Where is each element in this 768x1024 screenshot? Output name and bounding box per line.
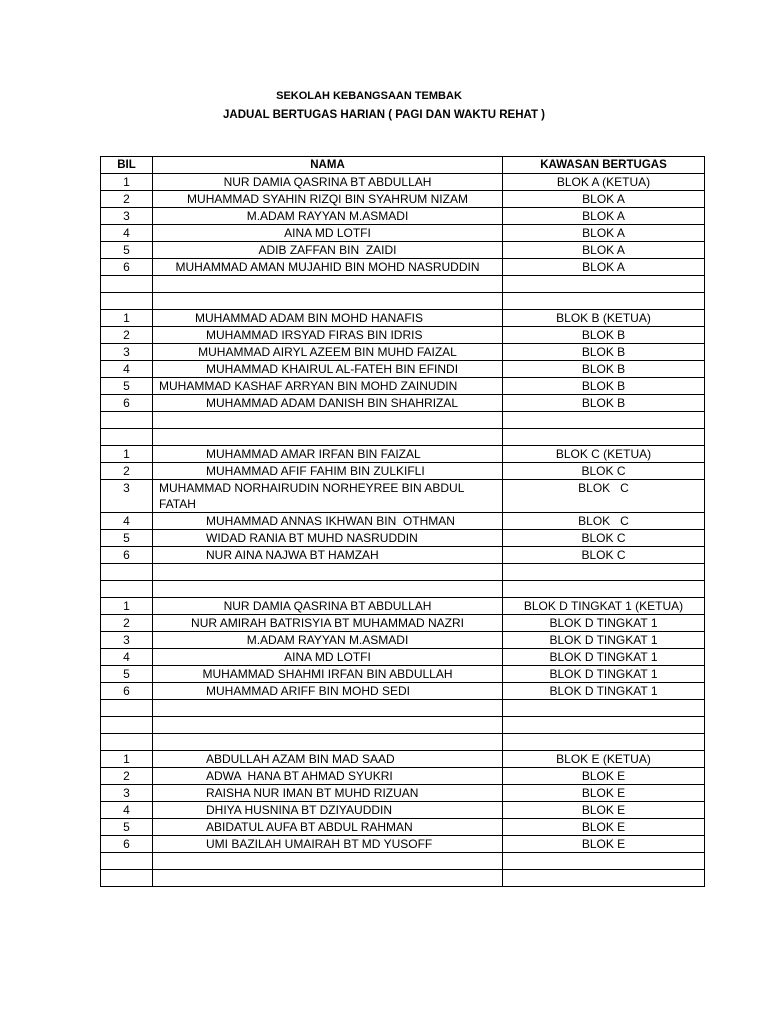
- empty-cell: [101, 429, 153, 446]
- table-row: [101, 547, 705, 564]
- bil-cell: 5: [101, 819, 153, 836]
- table-row: [101, 632, 705, 649]
- table-row: [101, 344, 705, 361]
- empty-cell: [153, 734, 503, 751]
- empty-cell: [503, 700, 705, 717]
- table-row: [101, 225, 705, 242]
- empty-cell: [503, 870, 705, 887]
- empty-cell: [153, 564, 503, 581]
- kawasan-cell: BLOK E (KETUA): [503, 751, 705, 768]
- bil-cell: 3: [101, 344, 153, 361]
- table-row: [101, 310, 705, 327]
- empty-row: [101, 853, 705, 870]
- kawasan-cell: BLOK D TINGKAT 1: [503, 666, 705, 683]
- nama-cell: MUHAMMAD SHAHMI IRFAN BIN ABDULLAH: [153, 666, 503, 683]
- nama-cell: NUR AMIRAH BATRISYIA BT MUHAMMAD NAZRI: [153, 615, 503, 632]
- kawasan-cell: BLOK B: [503, 395, 705, 412]
- kawasan-cell: BLOK B: [503, 327, 705, 344]
- table-row: [101, 666, 705, 683]
- nama-cell: ABIDATUL AUFA BT ABDUL RAHMAN: [153, 819, 503, 836]
- empty-cell: [153, 853, 503, 870]
- kawasan-cell: BLOK B: [503, 361, 705, 378]
- empty-cell: [153, 276, 503, 293]
- empty-cell: [101, 870, 153, 887]
- table-row: [101, 378, 705, 395]
- kawasan-cell: BLOK C: [503, 513, 705, 530]
- nama-cell: M.ADAM RAYYAN M.ASMADI: [153, 632, 503, 649]
- bil-cell: 1: [101, 174, 153, 191]
- empty-cell: [101, 581, 153, 598]
- empty-cell: [101, 853, 153, 870]
- nama-cell: MUHAMMAD KASHAF ARRYAN BIN MOHD ZAINUDIN: [153, 378, 503, 395]
- kawasan-cell: BLOK B: [503, 344, 705, 361]
- table-row: [101, 649, 705, 666]
- kawasan-cell: BLOK C: [503, 547, 705, 564]
- nama-cell: ADIB ZAFFAN BIN ZAIDI: [153, 242, 503, 259]
- document-header: [0, 87, 768, 125]
- empty-row: [101, 412, 705, 429]
- table-row: [101, 802, 705, 819]
- table-head: [101, 157, 705, 174]
- table-row: [101, 768, 705, 785]
- kawasan-cell: BLOK E: [503, 819, 705, 836]
- bil-cell: 6: [101, 683, 153, 700]
- nama-cell: NUR DAMIA QASRINA BT ABDULLAH: [153, 174, 503, 191]
- nama-cell: AINA MD LOTFI: [153, 225, 503, 242]
- bil-cell: 2: [101, 327, 153, 344]
- table-row: [101, 819, 705, 836]
- kawasan-cell: BLOK A: [503, 208, 705, 225]
- header-row: [101, 157, 705, 174]
- nama-cell: WIDAD RANIA BT MUHD NASRUDDIN: [153, 530, 503, 547]
- empty-cell: [101, 276, 153, 293]
- empty-cell: [101, 700, 153, 717]
- table-row: [101, 395, 705, 412]
- kawasan-cell: BLOK C: [503, 530, 705, 547]
- empty-cell: [153, 700, 503, 717]
- nama-cell: MUHAMMAD AMAN MUJAHID BIN MOHD NASRUDDIN: [153, 259, 503, 276]
- kawasan-cell: BLOK E: [503, 836, 705, 853]
- kawasan-cell: BLOK D TINGKAT 1: [503, 632, 705, 649]
- empty-cell: [503, 293, 705, 310]
- table-row: [101, 785, 705, 802]
- kawasan-cell: BLOK B (KETUA): [503, 310, 705, 327]
- column-header-bil: BIL: [101, 157, 153, 174]
- kawasan-cell: BLOK A: [503, 191, 705, 208]
- bil-cell: 6: [101, 395, 153, 412]
- nama-cell: MUHAMMAD AMAR IRFAN BIN FAIZAL: [153, 446, 503, 463]
- bil-cell: 3: [101, 785, 153, 802]
- nama-cell: M.ADAM RAYYAN M.ASMADI: [153, 208, 503, 225]
- nama-cell: MUHAMMAD SYAHIN RIZQI BIN SYAHRUM NIZAM: [153, 191, 503, 208]
- empty-row: [101, 276, 705, 293]
- bil-cell: 5: [101, 378, 153, 395]
- nama-cell: ADWA HANA BT AHMAD SYUKRI: [153, 768, 503, 785]
- table-row: [101, 327, 705, 344]
- kawasan-cell: BLOK C: [503, 480, 705, 513]
- empty-cell: [153, 717, 503, 734]
- table-row: [101, 530, 705, 547]
- table-row: [101, 683, 705, 700]
- kawasan-cell: BLOK D TINGKAT 1: [503, 683, 705, 700]
- empty-row: [101, 734, 705, 751]
- table-row: [101, 751, 705, 768]
- nama-cell: MUHAMMAD ANNAS IKHWAN BIN OTHMAN: [153, 513, 503, 530]
- nama-cell: AINA MD LOTFI: [153, 649, 503, 666]
- empty-cell: [153, 581, 503, 598]
- nama-cell: MUHAMMAD NORHAIRUDIN NORHEYREE BIN ABDUL FATAH: [153, 480, 503, 513]
- empty-cell: [101, 412, 153, 429]
- duty-roster-table: [100, 156, 705, 887]
- empty-cell: [153, 429, 503, 446]
- kawasan-cell: BLOK A: [503, 225, 705, 242]
- table-row: [101, 480, 705, 513]
- empty-row: [101, 564, 705, 581]
- nama-cell: UMI BAZILAH UMAIRAH BT MD YUSOFF: [153, 836, 503, 853]
- empty-cell: [101, 564, 153, 581]
- nama-cell: MUHAMMAD AIRYL AZEEM BIN MUHD FAIZAL: [153, 344, 503, 361]
- empty-cell: [503, 412, 705, 429]
- bil-cell: 3: [101, 632, 153, 649]
- empty-row: [101, 293, 705, 310]
- kawasan-cell: BLOK C: [503, 463, 705, 480]
- kawasan-cell: BLOK E: [503, 785, 705, 802]
- nama-cell: MUHAMMAD ARIFF BIN MOHD SEDI: [153, 683, 503, 700]
- column-header-kawasan: KAWASAN BERTUGAS: [503, 157, 705, 174]
- table-row: [101, 513, 705, 530]
- nama-cell: MUHAMMAD KHAIRUL AL-FATEH BIN EFINDI: [153, 361, 503, 378]
- bil-cell: 2: [101, 463, 153, 480]
- empty-row: [101, 581, 705, 598]
- kawasan-cell: BLOK D TINGKAT 1: [503, 649, 705, 666]
- bil-cell: 5: [101, 242, 153, 259]
- table-row: [101, 598, 705, 615]
- bil-cell: 2: [101, 768, 153, 785]
- empty-cell: [153, 412, 503, 429]
- bil-cell: 6: [101, 836, 153, 853]
- bil-cell: 4: [101, 649, 153, 666]
- empty-cell: [503, 276, 705, 293]
- bil-cell: 2: [101, 191, 153, 208]
- kawasan-cell: BLOK A: [503, 242, 705, 259]
- table-row: [101, 191, 705, 208]
- school-name: SEKOLAH KEBANGSAAN TEMBAK: [276, 90, 462, 102]
- bil-cell: 4: [101, 802, 153, 819]
- empty-cell: [101, 717, 153, 734]
- nama-cell: MUHAMMAD AFIF FAHIM BIN ZULKIFLI: [153, 463, 503, 480]
- table-body: [101, 174, 705, 887]
- bil-cell: 6: [101, 547, 153, 564]
- table-row: [101, 242, 705, 259]
- nama-cell: MUHAMMAD ADAM DANISH BIN SHAHRIZAL: [153, 395, 503, 412]
- bil-cell: 4: [101, 513, 153, 530]
- bil-cell: 4: [101, 225, 153, 242]
- bil-cell: 1: [101, 598, 153, 615]
- nama-cell: DHIYA HUSNINA BT DZIYAUDDIN: [153, 802, 503, 819]
- empty-cell: [503, 717, 705, 734]
- table-row: [101, 836, 705, 853]
- table-row: [101, 208, 705, 225]
- nama-cell: NUR AINA NAJWA BT HAMZAH: [153, 547, 503, 564]
- schedule-title: JADUAL BERTUGAS HARIAN ( PAGI DAN WAKTU REHAT ): [223, 109, 545, 121]
- empty-cell: [503, 564, 705, 581]
- table-row: [101, 615, 705, 632]
- kawasan-cell: BLOK E: [503, 802, 705, 819]
- bil-cell: 3: [101, 208, 153, 225]
- table-row: [101, 174, 705, 191]
- table-row: [101, 361, 705, 378]
- bil-cell: 1: [101, 446, 153, 463]
- empty-cell: [503, 581, 705, 598]
- bil-cell: 4: [101, 361, 153, 378]
- bil-cell: 2: [101, 615, 153, 632]
- table-row: [101, 259, 705, 276]
- bil-cell: 6: [101, 259, 153, 276]
- bil-cell: 5: [101, 530, 153, 547]
- bil-cell: 5: [101, 666, 153, 683]
- kawasan-cell: BLOK B: [503, 378, 705, 395]
- nama-cell: RAISHA NUR IMAN BT MUHD RIZUAN: [153, 785, 503, 802]
- empty-cell: [101, 293, 153, 310]
- kawasan-cell: BLOK C (KETUA): [503, 446, 705, 463]
- empty-cell: [503, 734, 705, 751]
- column-header-nama: NAMA: [153, 157, 503, 174]
- empty-cell: [503, 853, 705, 870]
- kawasan-cell: BLOK A (KETUA): [503, 174, 705, 191]
- nama-cell: MUHAMMAD ADAM BIN MOHD HANAFIS: [153, 310, 503, 327]
- bil-cell: 1: [101, 310, 153, 327]
- empty-cell: [153, 293, 503, 310]
- empty-cell: [503, 429, 705, 446]
- empty-row: [101, 870, 705, 887]
- kawasan-cell: BLOK D TINGKAT 1 (KETUA): [503, 598, 705, 615]
- kawasan-cell: BLOK A: [503, 259, 705, 276]
- empty-cell: [101, 734, 153, 751]
- empty-row: [101, 429, 705, 446]
- table-row: [101, 463, 705, 480]
- table-row: [101, 446, 705, 463]
- bil-cell: 3: [101, 480, 153, 513]
- kawasan-cell: BLOK D TINGKAT 1: [503, 615, 705, 632]
- nama-cell: MUHAMMAD IRSYAD FIRAS BIN IDRIS: [153, 327, 503, 344]
- empty-row: [101, 700, 705, 717]
- empty-row: [101, 717, 705, 734]
- empty-cell: [153, 870, 503, 887]
- nama-cell: ABDULLAH AZAM BIN MAD SAAD: [153, 751, 503, 768]
- nama-cell: NUR DAMIA QASRINA BT ABDULLAH: [153, 598, 503, 615]
- bil-cell: 1: [101, 751, 153, 768]
- kawasan-cell: BLOK E: [503, 768, 705, 785]
